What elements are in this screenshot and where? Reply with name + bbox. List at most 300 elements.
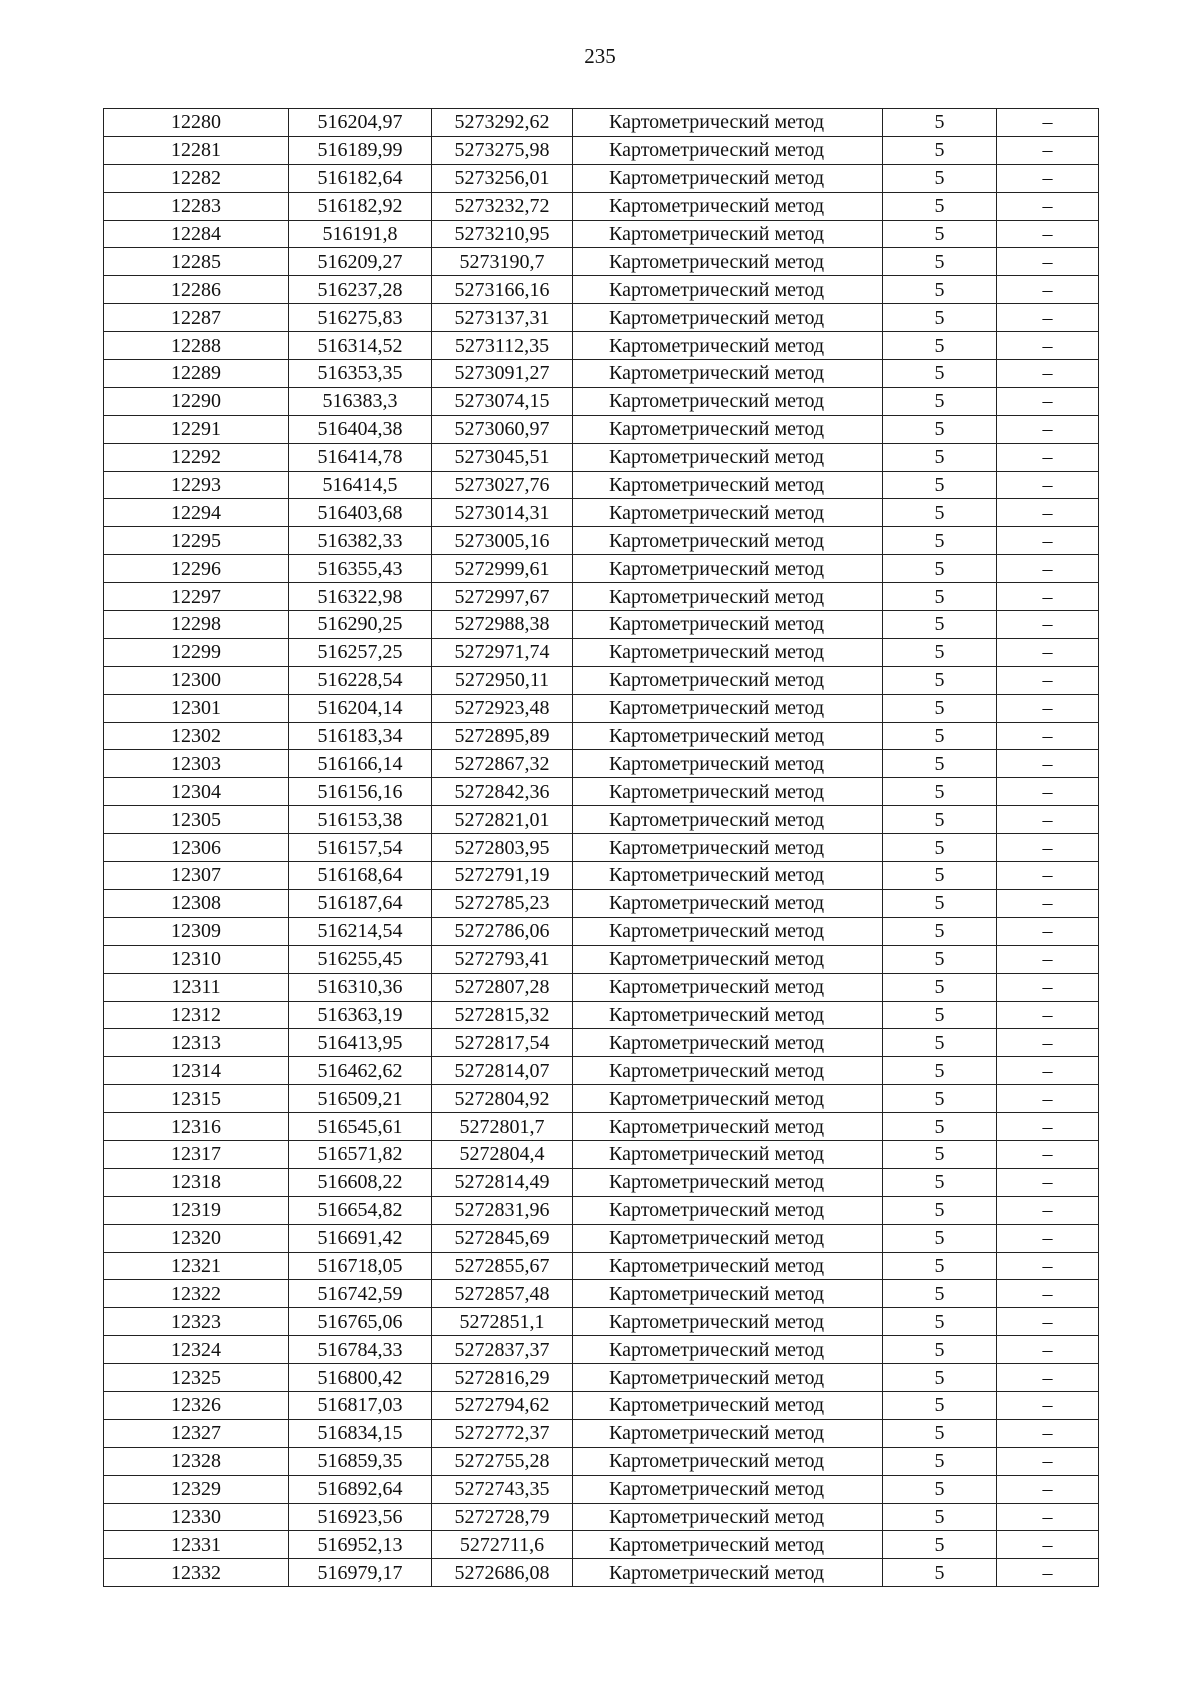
y-coordinate-cell: 5273232,72 (432, 192, 573, 220)
y-coordinate-cell: 5272814,49 (432, 1168, 573, 1196)
description-cell: – (997, 1168, 1099, 1196)
accuracy-cell: 5 (883, 1308, 997, 1336)
table-row (104, 862, 1099, 890)
point-number-cell: 12316 (104, 1113, 289, 1141)
accuracy-cell: 5 (883, 415, 997, 443)
y-coordinate-cell: 5272803,95 (432, 834, 573, 862)
table-row (104, 1391, 1099, 1419)
page-number: 235 (584, 44, 616, 68)
accuracy-cell: 5 (883, 917, 997, 945)
method-cell: Картометрический метод (573, 555, 883, 583)
description-cell: – (997, 973, 1099, 1001)
table-row (104, 1447, 1099, 1475)
accuracy-cell: 5 (883, 1140, 997, 1168)
accuracy-cell: 5 (883, 555, 997, 583)
table-row (104, 220, 1099, 248)
description-cell: – (997, 750, 1099, 778)
description-cell: – (997, 499, 1099, 527)
point-number-cell: 12314 (104, 1057, 289, 1085)
point-number-cell: 12281 (104, 136, 289, 164)
accuracy-cell: 5 (883, 387, 997, 415)
method-cell: Картометрический метод (573, 276, 883, 304)
point-number-cell: 12330 (104, 1503, 289, 1531)
accuracy-cell: 5 (883, 1531, 997, 1559)
x-coordinate-cell: 516257,25 (289, 638, 432, 666)
point-number-cell: 12332 (104, 1559, 289, 1587)
point-number-cell: 12302 (104, 722, 289, 750)
point-number-cell: 12295 (104, 527, 289, 555)
y-coordinate-cell: 5272999,61 (432, 555, 573, 583)
point-number-cell: 12294 (104, 499, 289, 527)
accuracy-cell: 5 (883, 109, 997, 137)
point-number-cell: 12310 (104, 945, 289, 973)
table-row (104, 750, 1099, 778)
accuracy-cell: 5 (883, 722, 997, 750)
method-cell: Картометрический метод (573, 164, 883, 192)
method-cell: Картометрический метод (573, 192, 883, 220)
accuracy-cell: 5 (883, 778, 997, 806)
point-number-cell: 12329 (104, 1475, 289, 1503)
x-coordinate-cell: 516182,92 (289, 192, 432, 220)
method-cell: Картометрический метод (573, 332, 883, 360)
x-coordinate-cell: 516290,25 (289, 611, 432, 639)
x-coordinate-cell: 516383,3 (289, 387, 432, 415)
method-cell: Картометрический метод (573, 1503, 883, 1531)
description-cell: – (997, 1085, 1099, 1113)
accuracy-cell: 5 (883, 136, 997, 164)
description-cell: – (997, 1503, 1099, 1531)
method-cell: Картометрический метод (573, 415, 883, 443)
accuracy-cell: 5 (883, 1168, 997, 1196)
y-coordinate-cell: 5272785,23 (432, 889, 573, 917)
method-cell: Картометрический метод (573, 722, 883, 750)
method-cell: Картометрический метод (573, 750, 883, 778)
description-cell: – (997, 862, 1099, 890)
x-coordinate-cell: 516166,14 (289, 750, 432, 778)
description-cell: – (997, 332, 1099, 360)
description-cell: – (997, 471, 1099, 499)
table-row (104, 1336, 1099, 1364)
y-coordinate-cell: 5272686,08 (432, 1559, 573, 1587)
table-row (104, 192, 1099, 220)
method-cell: Картометрический метод (573, 360, 883, 388)
point-number-cell: 12303 (104, 750, 289, 778)
description-cell: – (997, 527, 1099, 555)
x-coordinate-cell: 516191,8 (289, 220, 432, 248)
y-coordinate-cell: 5272786,06 (432, 917, 573, 945)
table-row (104, 1001, 1099, 1029)
x-coordinate-cell: 516156,16 (289, 778, 432, 806)
table-row (104, 1280, 1099, 1308)
method-cell: Картометрический метод (573, 1308, 883, 1336)
point-number-cell: 12315 (104, 1085, 289, 1113)
point-number-cell: 12291 (104, 415, 289, 443)
accuracy-cell: 5 (883, 666, 997, 694)
y-coordinate-cell: 5272997,67 (432, 583, 573, 611)
description-cell: – (997, 1391, 1099, 1419)
point-number-cell: 12297 (104, 583, 289, 611)
accuracy-cell: 5 (883, 638, 997, 666)
x-coordinate-cell: 516153,38 (289, 806, 432, 834)
y-coordinate-cell: 5273005,16 (432, 527, 573, 555)
y-coordinate-cell: 5272950,11 (432, 666, 573, 694)
description-cell: – (997, 276, 1099, 304)
x-coordinate-cell: 516571,82 (289, 1140, 432, 1168)
table-row (104, 694, 1099, 722)
method-cell: Картометрический метод (573, 666, 883, 694)
point-number-cell: 12309 (104, 917, 289, 945)
method-cell: Картометрический метод (573, 1364, 883, 1392)
y-coordinate-cell: 5273292,62 (432, 109, 573, 137)
accuracy-cell: 5 (883, 164, 997, 192)
description-cell: – (997, 1531, 1099, 1559)
x-coordinate-cell: 516183,34 (289, 722, 432, 750)
accuracy-cell: 5 (883, 499, 997, 527)
method-cell: Картометрический метод (573, 136, 883, 164)
point-number-cell: 12299 (104, 638, 289, 666)
accuracy-cell: 5 (883, 973, 997, 1001)
description-cell: – (997, 1475, 1099, 1503)
table-row (104, 527, 1099, 555)
y-coordinate-cell: 5272801,7 (432, 1113, 573, 1141)
x-coordinate-cell: 516187,64 (289, 889, 432, 917)
table-row (104, 945, 1099, 973)
description-cell: – (997, 778, 1099, 806)
table-row (104, 276, 1099, 304)
table-row (104, 638, 1099, 666)
y-coordinate-cell: 5272867,32 (432, 750, 573, 778)
method-cell: Картометрический метод (573, 889, 883, 917)
x-coordinate-cell: 516214,54 (289, 917, 432, 945)
table-row (104, 1475, 1099, 1503)
description-cell: – (997, 415, 1099, 443)
y-coordinate-cell: 5273060,97 (432, 415, 573, 443)
accuracy-cell: 5 (883, 332, 997, 360)
accuracy-cell: 5 (883, 1057, 997, 1085)
x-coordinate-cell: 516228,54 (289, 666, 432, 694)
table-row (104, 778, 1099, 806)
point-number-cell: 12290 (104, 387, 289, 415)
table-row (104, 360, 1099, 388)
point-number-cell: 12288 (104, 332, 289, 360)
x-coordinate-cell: 516403,68 (289, 499, 432, 527)
description-cell: – (997, 806, 1099, 834)
x-coordinate-cell: 516157,54 (289, 834, 432, 862)
method-cell: Картометрический метод (573, 248, 883, 276)
table-row (104, 834, 1099, 862)
table-row (104, 1419, 1099, 1447)
x-coordinate-cell: 516255,45 (289, 945, 432, 973)
x-coordinate-cell: 516182,64 (289, 164, 432, 192)
point-number-cell: 12321 (104, 1252, 289, 1280)
y-coordinate-cell: 5272821,01 (432, 806, 573, 834)
description-cell: – (997, 1140, 1099, 1168)
point-number-cell: 12282 (104, 164, 289, 192)
point-number-cell: 12287 (104, 304, 289, 332)
accuracy-cell: 5 (883, 471, 997, 499)
table-row (104, 332, 1099, 360)
x-coordinate-cell: 516817,03 (289, 1391, 432, 1419)
description-cell: – (997, 1224, 1099, 1252)
point-number-cell: 12313 (104, 1029, 289, 1057)
point-number-cell: 12323 (104, 1308, 289, 1336)
x-coordinate-cell: 516742,59 (289, 1280, 432, 1308)
description-cell: – (997, 666, 1099, 694)
point-number-cell: 12331 (104, 1531, 289, 1559)
table-row (104, 136, 1099, 164)
point-number-cell: 12289 (104, 360, 289, 388)
accuracy-cell: 5 (883, 1001, 997, 1029)
point-number-cell: 12307 (104, 862, 289, 890)
point-number-cell: 12327 (104, 1419, 289, 1447)
point-number-cell: 12319 (104, 1196, 289, 1224)
table-row (104, 611, 1099, 639)
table-row (104, 973, 1099, 1001)
x-coordinate-cell: 516353,35 (289, 360, 432, 388)
method-cell: Картометрический метод (573, 1140, 883, 1168)
method-cell: Картометрический метод (573, 1057, 883, 1085)
accuracy-cell: 5 (883, 1559, 997, 1587)
accuracy-cell: 5 (883, 1447, 997, 1475)
accuracy-cell: 5 (883, 889, 997, 917)
point-number-cell: 12284 (104, 220, 289, 248)
description-cell: – (997, 1196, 1099, 1224)
accuracy-cell: 5 (883, 1419, 997, 1447)
point-number-cell: 12311 (104, 973, 289, 1001)
point-number-cell: 12280 (104, 109, 289, 137)
accuracy-cell: 5 (883, 1475, 997, 1503)
y-coordinate-cell: 5272817,54 (432, 1029, 573, 1057)
method-cell: Картометрический метод (573, 220, 883, 248)
accuracy-cell: 5 (883, 1364, 997, 1392)
accuracy-cell: 5 (883, 360, 997, 388)
table-row (104, 499, 1099, 527)
method-cell: Картометрический метод (573, 1280, 883, 1308)
x-coordinate-cell: 516923,56 (289, 1503, 432, 1531)
accuracy-cell: 5 (883, 750, 997, 778)
x-coordinate-cell: 516462,62 (289, 1057, 432, 1085)
description-cell: – (997, 136, 1099, 164)
x-coordinate-cell: 516314,52 (289, 332, 432, 360)
description-cell: – (997, 1419, 1099, 1447)
table-row (104, 387, 1099, 415)
y-coordinate-cell: 5272743,35 (432, 1475, 573, 1503)
method-cell: Картометрический метод (573, 499, 883, 527)
point-number-cell: 12318 (104, 1168, 289, 1196)
point-number-cell: 12293 (104, 471, 289, 499)
table-row (104, 1113, 1099, 1141)
table-row (104, 471, 1099, 499)
x-coordinate-cell: 516765,06 (289, 1308, 432, 1336)
description-cell: – (997, 555, 1099, 583)
x-coordinate-cell: 516414,5 (289, 471, 432, 499)
point-number-cell: 12300 (104, 666, 289, 694)
y-coordinate-cell: 5273210,95 (432, 220, 573, 248)
x-coordinate-cell: 516834,15 (289, 1419, 432, 1447)
table-row (104, 415, 1099, 443)
accuracy-cell: 5 (883, 1196, 997, 1224)
accuracy-cell: 5 (883, 694, 997, 722)
method-cell: Картометрический метод (573, 778, 883, 806)
x-coordinate-cell: 516654,82 (289, 1196, 432, 1224)
y-coordinate-cell: 5273256,01 (432, 164, 573, 192)
x-coordinate-cell: 516310,36 (289, 973, 432, 1001)
x-coordinate-cell: 516952,13 (289, 1531, 432, 1559)
accuracy-cell: 5 (883, 1113, 997, 1141)
table-row (104, 1168, 1099, 1196)
x-coordinate-cell: 516237,28 (289, 276, 432, 304)
point-number-cell: 12328 (104, 1447, 289, 1475)
y-coordinate-cell: 5272804,4 (432, 1140, 573, 1168)
x-coordinate-cell: 516509,21 (289, 1085, 432, 1113)
accuracy-cell: 5 (883, 862, 997, 890)
point-number-cell: 12283 (104, 192, 289, 220)
x-coordinate-cell: 516859,35 (289, 1447, 432, 1475)
x-coordinate-cell: 516363,19 (289, 1001, 432, 1029)
table-row (104, 806, 1099, 834)
method-cell: Картометрический метод (573, 694, 883, 722)
table-row (104, 555, 1099, 583)
description-cell: – (997, 917, 1099, 945)
x-coordinate-cell: 516275,83 (289, 304, 432, 332)
description-cell: – (997, 694, 1099, 722)
table-row (104, 1224, 1099, 1252)
x-coordinate-cell: 516168,64 (289, 862, 432, 890)
x-coordinate-cell: 516414,78 (289, 443, 432, 471)
method-cell: Картометрический метод (573, 527, 883, 555)
table-row (104, 1559, 1099, 1587)
y-coordinate-cell: 5272845,69 (432, 1224, 573, 1252)
accuracy-cell: 5 (883, 527, 997, 555)
point-number-cell: 12322 (104, 1280, 289, 1308)
coordinates-table-body (104, 109, 1099, 1587)
description-cell: – (997, 304, 1099, 332)
method-cell: Картометрический метод (573, 471, 883, 499)
point-number-cell: 12325 (104, 1364, 289, 1392)
accuracy-cell: 5 (883, 1224, 997, 1252)
y-coordinate-cell: 5272855,67 (432, 1252, 573, 1280)
method-cell: Картометрический метод (573, 1447, 883, 1475)
description-cell: – (997, 945, 1099, 973)
accuracy-cell: 5 (883, 304, 997, 332)
description-cell: – (997, 611, 1099, 639)
table-row (104, 1029, 1099, 1057)
table-row (104, 666, 1099, 694)
description-cell: – (997, 164, 1099, 192)
x-coordinate-cell: 516784,33 (289, 1336, 432, 1364)
method-cell: Картометрический метод (573, 1085, 883, 1113)
description-cell: – (997, 109, 1099, 137)
y-coordinate-cell: 5273275,98 (432, 136, 573, 164)
description-cell: – (997, 638, 1099, 666)
y-coordinate-cell: 5272772,37 (432, 1419, 573, 1447)
method-cell: Картометрический метод (573, 1168, 883, 1196)
y-coordinate-cell: 5272791,19 (432, 862, 573, 890)
description-cell: – (997, 220, 1099, 248)
point-number-cell: 12305 (104, 806, 289, 834)
y-coordinate-cell: 5272837,37 (432, 1336, 573, 1364)
method-cell: Картометрический метод (573, 1113, 883, 1141)
accuracy-cell: 5 (883, 248, 997, 276)
table-row (104, 1364, 1099, 1392)
y-coordinate-cell: 5272831,96 (432, 1196, 573, 1224)
x-coordinate-cell: 516209,27 (289, 248, 432, 276)
y-coordinate-cell: 5272807,28 (432, 973, 573, 1001)
accuracy-cell: 5 (883, 1336, 997, 1364)
point-number-cell: 12312 (104, 1001, 289, 1029)
accuracy-cell: 5 (883, 276, 997, 304)
description-cell: – (997, 1057, 1099, 1085)
point-number-cell: 12324 (104, 1336, 289, 1364)
description-cell: – (997, 387, 1099, 415)
x-coordinate-cell: 516204,97 (289, 109, 432, 137)
table-row (104, 722, 1099, 750)
y-coordinate-cell: 5273112,35 (432, 332, 573, 360)
method-cell: Картометрический метод (573, 1029, 883, 1057)
point-number-cell: 12326 (104, 1391, 289, 1419)
table-row (104, 583, 1099, 611)
accuracy-cell: 5 (883, 1280, 997, 1308)
description-cell: – (997, 443, 1099, 471)
point-number-cell: 12285 (104, 248, 289, 276)
point-number-cell: 12306 (104, 834, 289, 862)
y-coordinate-cell: 5273027,76 (432, 471, 573, 499)
description-cell: – (997, 834, 1099, 862)
y-coordinate-cell: 5272816,29 (432, 1364, 573, 1392)
y-coordinate-cell: 5272794,62 (432, 1391, 573, 1419)
description-cell: – (997, 1447, 1099, 1475)
y-coordinate-cell: 5273045,51 (432, 443, 573, 471)
x-coordinate-cell: 516545,61 (289, 1113, 432, 1141)
method-cell: Картометрический метод (573, 1224, 883, 1252)
y-coordinate-cell: 5272711,6 (432, 1531, 573, 1559)
description-cell: – (997, 1001, 1099, 1029)
method-cell: Картометрический метод (573, 304, 883, 332)
y-coordinate-cell: 5272842,36 (432, 778, 573, 806)
x-coordinate-cell: 516608,22 (289, 1168, 432, 1196)
description-cell: – (997, 1280, 1099, 1308)
method-cell: Картометрический метод (573, 973, 883, 1001)
y-coordinate-cell: 5273014,31 (432, 499, 573, 527)
description-cell: – (997, 1113, 1099, 1141)
description-cell: – (997, 889, 1099, 917)
accuracy-cell: 5 (883, 611, 997, 639)
method-cell: Картометрический метод (573, 1391, 883, 1419)
description-cell: – (997, 1364, 1099, 1392)
table-row (104, 1531, 1099, 1559)
method-cell: Картометрический метод (573, 806, 883, 834)
x-coordinate-cell: 516404,38 (289, 415, 432, 443)
point-number-cell: 12292 (104, 443, 289, 471)
x-coordinate-cell: 516691,42 (289, 1224, 432, 1252)
method-cell: Картометрический метод (573, 1196, 883, 1224)
description-cell: – (997, 248, 1099, 276)
method-cell: Картометрический метод (573, 583, 883, 611)
description-cell: – (997, 722, 1099, 750)
accuracy-cell: 5 (883, 834, 997, 862)
point-number-cell: 12296 (104, 555, 289, 583)
method-cell: Картометрический метод (573, 834, 883, 862)
table-row (104, 1308, 1099, 1336)
table-row (104, 248, 1099, 276)
y-coordinate-cell: 5273190,7 (432, 248, 573, 276)
y-coordinate-cell: 5272793,41 (432, 945, 573, 973)
point-number-cell: 12301 (104, 694, 289, 722)
accuracy-cell: 5 (883, 192, 997, 220)
y-coordinate-cell: 5273091,27 (432, 360, 573, 388)
method-cell: Картометрический метод (573, 638, 883, 666)
table-row (104, 1085, 1099, 1113)
